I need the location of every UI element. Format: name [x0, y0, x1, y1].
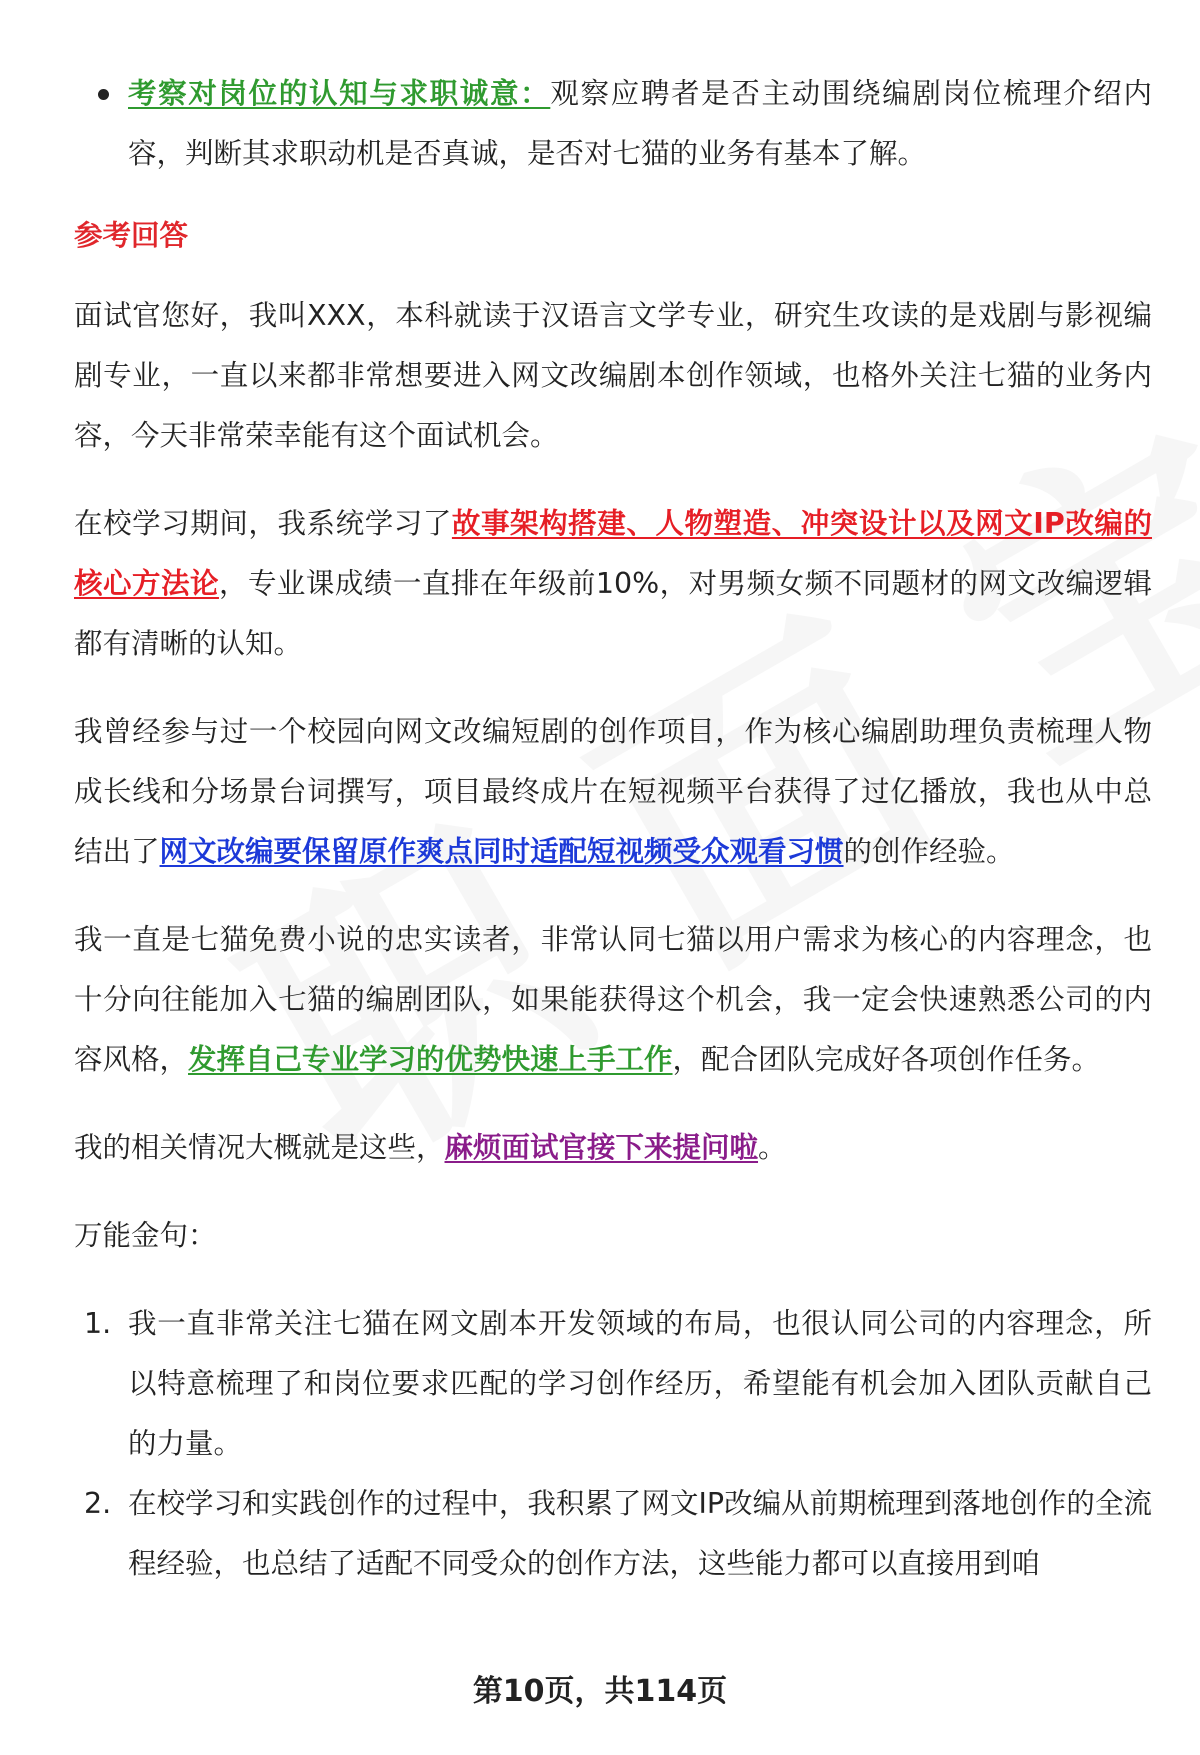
- paragraph-intro: 面试官您好，我叫XXX，本科就读于汉语言文学专业，研究生攻读的是戏剧与影视编剧专业，一直以来都非常想要进入网文改编剧本创作领域，也格外关注七猫的业务内容，今天非常荣幸能有这个面试机会。: [74, 299, 1152, 452]
- page-footer: 第10页，共114页: [472, 1674, 728, 1709]
- bullet-label: 考察对岗位的认知与求职诚意：: [128, 77, 551, 110]
- paragraph-closing-pre: 我的相关情况大概就是这些，: [74, 1131, 445, 1164]
- list-item: [74, 1474, 1152, 1594]
- list-item-text: 我一直非常关注七猫在网文剧本开发领域的布局，也很认同公司的内容理念，所以特意梳理了和岗位要求匹配的学习创作经历，希望能有机会加入团队贡献自己的力量。: [128, 1307, 1152, 1460]
- paragraph-study: [74, 494, 1152, 674]
- reference-answer-heading: 参考回答: [74, 219, 189, 252]
- paragraph-project-post: 的创作经验。: [843, 835, 1015, 868]
- paragraph-closing: [74, 1118, 1152, 1178]
- golden-phrases-list: [74, 1294, 1152, 1594]
- list-item-number: 2.: [84, 1487, 112, 1520]
- list-item-number: 1.: [84, 1307, 112, 1340]
- highlight-methodology: 故事架构搭建、人物塑造、冲突设计以及网文IP改编的核心方法论: [74, 507, 1152, 600]
- golden-phrases-label: 万能金句：: [74, 1219, 217, 1252]
- paragraph-study-pre: 在校学习期间，我系统学习了: [74, 507, 452, 540]
- paragraph-project-pre: 我曾经参与过一个校园向网文改编短剧的创作项目，作为核心编剧助理负责梳理人物成长线和分场景台词撰写，项目最终成片在短视频平台获得了过亿播放，我也从中总结出了: [74, 715, 1152, 868]
- document-body: [74, 64, 1152, 1594]
- bullet-item: [74, 64, 1152, 184]
- highlight-closing: 麻烦面试官接下来提问啦: [444, 1131, 759, 1164]
- paragraph-study-post: ，专业课成绩一直排在年级前10%，对男频女频不同题材的网文改编逻辑都有清晰的认知。: [74, 567, 1152, 660]
- highlight-advantage: 发挥自己专业学习的优势快速上手工作: [188, 1043, 673, 1076]
- paragraph-motivation-pre: 我一直是七猫免费小说的忠实读者，非常认同七猫以用户需求为核心的内容理念，也十分向往能加入七猫的编剧团队，如果能获得这个机会，我一定会快速熟悉公司的内容风格，: [74, 923, 1152, 1076]
- list-item-text: 在校学习和实践创作的过程中，我积累了网文IP改编从前期梳理到落地创作的全流程经验，也总结了适配不同受众的创作方法，这些能力都可以直接用到咱: [128, 1487, 1152, 1580]
- highlight-experience: 网文改编要保留原作爽点同时适配短视频受众观看习惯: [159, 835, 844, 868]
- bullet-dot-icon: [98, 89, 109, 100]
- paragraph-motivation: [74, 910, 1152, 1090]
- list-item: [74, 1294, 1152, 1474]
- paragraph-project: [74, 702, 1152, 882]
- paragraph-motivation-post: ，配合团队完成好各项创作任务。: [672, 1043, 1101, 1076]
- paragraph-closing-post: 。: [758, 1131, 787, 1164]
- bullet-text: 观察应聘者是否主动围绕编剧岗位梳理介绍内容，判断其求职动机是否真诚，是否对七猫的业务有基本了解。: [128, 77, 1152, 170]
